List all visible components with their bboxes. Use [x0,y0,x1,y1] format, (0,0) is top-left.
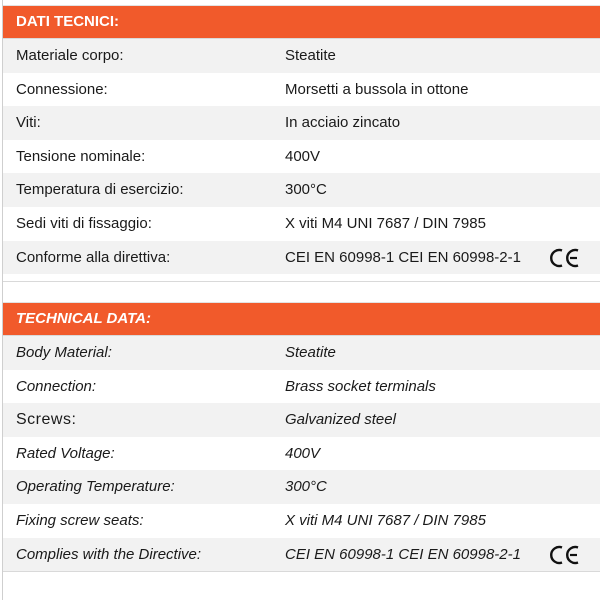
english-table-header: TECHNICAL DATA: [3,302,600,336]
row-value: 300°C [285,478,327,496]
table-row [3,336,600,370]
row-label: Materiale corpo: [16,47,124,64]
ce-mark-icon [549,247,581,269]
row-value: In acciaio zincato [285,114,401,132]
row-label: Conforme alla direttiva: [16,248,171,266]
row-value: Brass socket terminals [285,377,436,395]
row-label: Fixing screw seats: [16,511,144,529]
english-data-table [3,302,600,571]
row-value: Steatite [285,47,336,64]
row-value: Steatite [285,344,336,361]
row-value: 300°C [285,181,327,199]
table-row [3,39,600,73]
table-row [3,504,600,538]
row-label: Complies with the Directive: [16,545,202,563]
row-value: Galvanized steel [285,411,396,429]
table-row [3,140,600,174]
row-value: Morsetti a bussola in ottone [285,80,469,98]
table-row [3,538,600,572]
row-value: CEI EN 60998-1 CEI EN 60998-2-1 [285,248,521,266]
table-row [3,106,600,140]
table-row [3,370,600,404]
row-label: Sedi viti di fissaggio: [16,214,152,232]
row-label: Connessione: [16,80,108,98]
row-label: Temperatura di esercizio: [16,181,184,199]
row-value: CEI EN 60998-1 CEI EN 60998-2-1 [285,545,521,563]
row-label: Viti: [16,114,41,132]
italian-data-table [3,5,600,274]
row-value: X viti M4 UNI 7687 / DIN 7985 [285,511,486,529]
table-separator [3,281,600,300]
row-value: X viti M4 UNI 7687 / DIN 7985 [285,214,486,232]
row-label: Tensione nominale: [16,147,146,165]
row-value: 400V [285,444,321,462]
table-row [3,437,600,471]
row-label: Connection: [16,377,97,395]
row-label: Rated Voltage: [16,444,115,462]
table-row [3,173,600,207]
table-row [3,207,600,241]
ce-mark-icon [549,544,581,566]
row-value: 400V [285,147,321,165]
table-row [3,470,600,504]
italian-table-header: DATI TECNICI: [3,5,600,39]
row-label: Operating Temperature: [16,478,175,496]
table-bottom-border [3,571,600,572]
row-label: Screws: [16,411,77,429]
table-row [3,403,600,437]
table-row [3,241,600,275]
row-label: Body Material: [16,344,112,361]
table-row [3,73,600,107]
